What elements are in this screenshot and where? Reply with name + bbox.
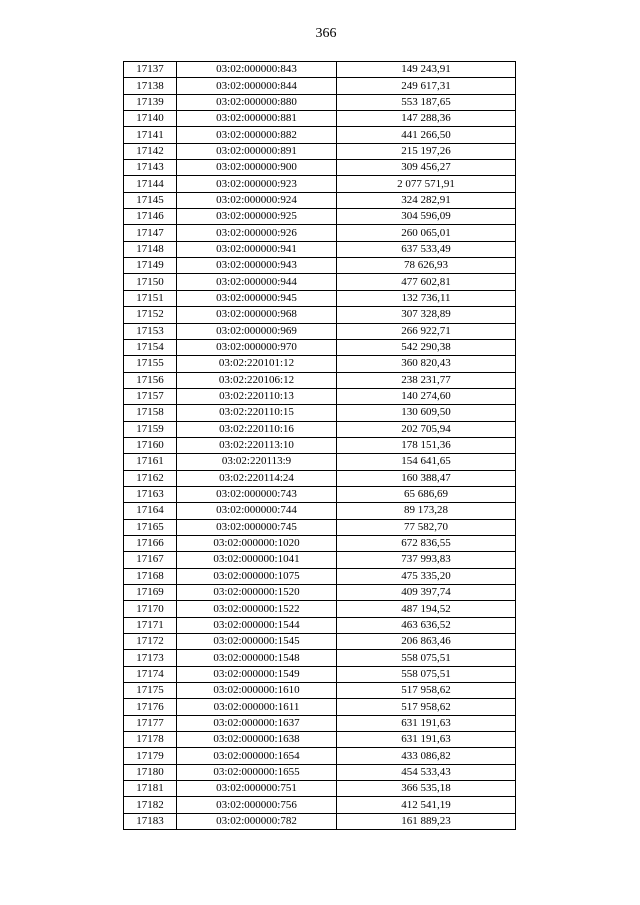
cadastral-number-cell: 03:02:000000:743 — [177, 486, 337, 502]
page-number: 366 — [315, 26, 337, 41]
table-row — [124, 160, 516, 176]
table-row — [124, 290, 516, 306]
cadastral-value-cell: 433 086,82 — [337, 748, 516, 764]
cadastral-value-cell: 631 191,63 — [337, 715, 516, 731]
row-number-cell: 17144 — [124, 176, 177, 192]
cadastral-value-cell: 412 541,19 — [337, 797, 516, 813]
cadastral-number-cell: 03:02:000000:891 — [177, 143, 337, 159]
row-number-cell: 17151 — [124, 290, 177, 306]
cadastral-number-cell: 03:02:000000:968 — [177, 307, 337, 323]
cadastral-value-cell: 475 335,20 — [337, 568, 516, 584]
cadastral-number-cell: 03:02:000000:881 — [177, 111, 337, 127]
cadastral-number-cell: 03:02:000000:970 — [177, 339, 337, 355]
cadastral-number-cell: 03:02:220106:12 — [177, 372, 337, 388]
cadastral-value-cell: 202 705,94 — [337, 421, 516, 437]
row-number-cell: 17146 — [124, 209, 177, 225]
table-row — [124, 143, 516, 159]
row-number-cell: 17139 — [124, 94, 177, 110]
row-number-cell: 17160 — [124, 437, 177, 453]
table-row — [124, 356, 516, 372]
table-row — [124, 748, 516, 764]
cadastral-value-cell: 132 736,11 — [337, 290, 516, 306]
row-number-cell: 17155 — [124, 356, 177, 372]
cadastral-value-cell: 309 456,27 — [337, 160, 516, 176]
cadastral-number-cell: 03:02:000000:1522 — [177, 601, 337, 617]
cadastral-number-cell: 03:02:000000:1041 — [177, 552, 337, 568]
cadastral-value-cell: 266 922,71 — [337, 323, 516, 339]
cadastral-value-cell: 558 075,51 — [337, 650, 516, 666]
row-number-cell: 17164 — [124, 503, 177, 519]
row-number-cell: 17153 — [124, 323, 177, 339]
row-number-cell: 17149 — [124, 258, 177, 274]
cadastral-value-cell: 553 187,65 — [337, 94, 516, 110]
cadastral-number-cell: 03:02:220110:16 — [177, 421, 337, 437]
cadastral-number-cell: 03:02:000000:745 — [177, 519, 337, 535]
cadastral-number-cell: 03:02:220113:10 — [177, 437, 337, 453]
cadastral-number-cell: 03:02:000000:1610 — [177, 683, 337, 699]
table-row — [124, 372, 516, 388]
table-row — [124, 241, 516, 257]
row-number-cell: 17167 — [124, 552, 177, 568]
table-row — [124, 421, 516, 437]
row-number-cell: 17162 — [124, 470, 177, 486]
table-row — [124, 617, 516, 633]
cadastral-number-cell: 03:02:000000:941 — [177, 241, 337, 257]
cadastral-number-cell: 03:02:220113:9 — [177, 454, 337, 470]
table-row — [124, 405, 516, 421]
table-row — [124, 650, 516, 666]
cadastral-value-cell: 454 533,43 — [337, 764, 516, 780]
row-number-cell: 17163 — [124, 486, 177, 502]
cadastral-value-cell: 360 820,43 — [337, 356, 516, 372]
cadastral-value-cell: 154 641,65 — [337, 454, 516, 470]
row-number-cell: 17161 — [124, 454, 177, 470]
cadastral-number-cell: 03:02:000000:900 — [177, 160, 337, 176]
table-row — [124, 274, 516, 290]
cadastral-number-cell: 03:02:000000:944 — [177, 274, 337, 290]
row-number-cell: 17168 — [124, 568, 177, 584]
cadastral-number-cell: 03:02:000000:1611 — [177, 699, 337, 715]
cadastral-value-cell: 487 194,52 — [337, 601, 516, 617]
cadastral-value-cell: 307 328,89 — [337, 307, 516, 323]
cadastral-value-cell: 178 151,36 — [337, 437, 516, 453]
cadastral-value-cell: 542 290,38 — [337, 339, 516, 355]
table-row — [124, 94, 516, 110]
cadastral-value-cell: 260 065,01 — [337, 225, 516, 241]
cadastral-value-cell: 249 617,31 — [337, 78, 516, 94]
row-number-cell: 17157 — [124, 388, 177, 404]
table-row — [124, 225, 516, 241]
row-number-cell: 17169 — [124, 585, 177, 601]
table-row — [124, 307, 516, 323]
table-body — [124, 62, 516, 830]
cadastral-number-cell: 03:02:220101:12 — [177, 356, 337, 372]
table-row — [124, 699, 516, 715]
cadastral-value-cell: 65 686,69 — [337, 486, 516, 502]
cadastral-number-cell: 03:02:000000:926 — [177, 225, 337, 241]
table-row — [124, 519, 516, 535]
row-number-cell: 17140 — [124, 111, 177, 127]
row-number-cell: 17175 — [124, 683, 177, 699]
row-number-cell: 17147 — [124, 225, 177, 241]
table-row — [124, 813, 516, 829]
cadastral-value-table — [123, 61, 516, 830]
row-number-cell: 17182 — [124, 797, 177, 813]
table-row — [124, 715, 516, 731]
cadastral-value-cell: 238 231,77 — [337, 372, 516, 388]
cadastral-number-cell: 03:02:000000:925 — [177, 209, 337, 225]
table-row — [124, 634, 516, 650]
cadastral-number-cell: 03:02:000000:923 — [177, 176, 337, 192]
row-number-cell: 17174 — [124, 666, 177, 682]
cadastral-value-cell: 161 889,23 — [337, 813, 516, 829]
table-row — [124, 503, 516, 519]
row-number-cell: 17159 — [124, 421, 177, 437]
row-number-cell: 17158 — [124, 405, 177, 421]
table-row — [124, 781, 516, 797]
row-number-cell: 17156 — [124, 372, 177, 388]
cadastral-value-cell: 160 388,47 — [337, 470, 516, 486]
cadastral-number-cell: 03:02:000000:1654 — [177, 748, 337, 764]
cadastral-value-cell: 409 397,74 — [337, 585, 516, 601]
row-number-cell: 17170 — [124, 601, 177, 617]
row-number-cell: 17176 — [124, 699, 177, 715]
table-row — [124, 258, 516, 274]
cadastral-value-cell: 147 288,36 — [337, 111, 516, 127]
row-number-cell: 17171 — [124, 617, 177, 633]
cadastral-value-cell: 517 958,62 — [337, 683, 516, 699]
table-row — [124, 568, 516, 584]
row-number-cell: 17180 — [124, 764, 177, 780]
cadastral-value-cell: 477 602,81 — [337, 274, 516, 290]
cadastral-number-cell: 03:02:000000:751 — [177, 781, 337, 797]
cadastral-value-cell: 77 582,70 — [337, 519, 516, 535]
table-row — [124, 192, 516, 208]
cadastral-number-cell: 03:02:000000:1520 — [177, 585, 337, 601]
table-row — [124, 127, 516, 143]
table-row — [124, 601, 516, 617]
row-number-cell: 17173 — [124, 650, 177, 666]
cadastral-number-cell: 03:02:000000:756 — [177, 797, 337, 813]
cadastral-number-cell: 03:02:000000:1638 — [177, 732, 337, 748]
table-row — [124, 470, 516, 486]
row-number-cell: 17141 — [124, 127, 177, 143]
cadastral-value-cell: 672 836,55 — [337, 535, 516, 551]
cadastral-value-cell: 441 266,50 — [337, 127, 516, 143]
table-row — [124, 666, 516, 682]
cadastral-value-cell: 78 626,93 — [337, 258, 516, 274]
cadastral-number-cell: 03:02:000000:1637 — [177, 715, 337, 731]
cadastral-number-cell: 03:02:000000:1545 — [177, 634, 337, 650]
cadastral-number-cell: 03:02:000000:1544 — [177, 617, 337, 633]
table-row — [124, 764, 516, 780]
cadastral-value-cell: 631 191,63 — [337, 732, 516, 748]
table-row — [124, 437, 516, 453]
table-row — [124, 78, 516, 94]
table-row — [124, 797, 516, 813]
table-row — [124, 552, 516, 568]
cadastral-number-cell: 03:02:220110:13 — [177, 388, 337, 404]
cadastral-value-cell: 89 173,28 — [337, 503, 516, 519]
cadastral-value-cell: 2 077 571,91 — [337, 176, 516, 192]
table-row — [124, 176, 516, 192]
table-row — [124, 209, 516, 225]
table-row — [124, 535, 516, 551]
row-number-cell: 17145 — [124, 192, 177, 208]
row-number-cell: 17137 — [124, 62, 177, 78]
cadastral-number-cell: 03:02:000000:843 — [177, 62, 337, 78]
cadastral-value-cell: 130 609,50 — [337, 405, 516, 421]
cadastral-value-cell: 463 636,52 — [337, 617, 516, 633]
table-row — [124, 585, 516, 601]
cadastral-number-cell: 03:02:000000:1655 — [177, 764, 337, 780]
table-row — [124, 454, 516, 470]
cadastral-number-cell: 03:02:000000:1075 — [177, 568, 337, 584]
cadastral-value-cell: 140 274,60 — [337, 388, 516, 404]
row-number-cell: 17148 — [124, 241, 177, 257]
cadastral-value-cell: 149 243,91 — [337, 62, 516, 78]
table-row — [124, 323, 516, 339]
table-row — [124, 683, 516, 699]
cadastral-number-cell: 03:02:000000:844 — [177, 78, 337, 94]
cadastral-number-cell: 03:02:000000:880 — [177, 94, 337, 110]
cadastral-number-cell: 03:02:220110:15 — [177, 405, 337, 421]
row-number-cell: 17138 — [124, 78, 177, 94]
row-number-cell: 17142 — [124, 143, 177, 159]
cadastral-value-cell: 206 863,46 — [337, 634, 516, 650]
row-number-cell: 17143 — [124, 160, 177, 176]
cadastral-number-cell: 03:02:000000:1549 — [177, 666, 337, 682]
table-row — [124, 62, 516, 78]
row-number-cell: 17179 — [124, 748, 177, 764]
cadastral-value-cell: 215 197,26 — [337, 143, 516, 159]
cadastral-value-cell: 366 535,18 — [337, 781, 516, 797]
cadastral-number-cell: 03:02:000000:1548 — [177, 650, 337, 666]
row-number-cell: 17154 — [124, 339, 177, 355]
row-number-cell: 17166 — [124, 535, 177, 551]
table-row — [124, 388, 516, 404]
cadastral-number-cell: 03:02:000000:882 — [177, 127, 337, 143]
cadastral-number-cell: 03:02:000000:969 — [177, 323, 337, 339]
table-row — [124, 339, 516, 355]
table-row — [124, 486, 516, 502]
cadastral-value-cell: 737 993,83 — [337, 552, 516, 568]
cadastral-number-cell: 03:02:220114:24 — [177, 470, 337, 486]
row-number-cell: 17150 — [124, 274, 177, 290]
table-row — [124, 111, 516, 127]
cadastral-value-cell: 558 075,51 — [337, 666, 516, 682]
table-row — [124, 732, 516, 748]
row-number-cell: 17152 — [124, 307, 177, 323]
cadastral-value-cell: 304 596,09 — [337, 209, 516, 225]
cadastral-number-cell: 03:02:000000:943 — [177, 258, 337, 274]
cadastral-number-cell: 03:02:000000:782 — [177, 813, 337, 829]
row-number-cell: 17181 — [124, 781, 177, 797]
cadastral-value-cell: 637 533,49 — [337, 241, 516, 257]
cadastral-number-cell: 03:02:000000:744 — [177, 503, 337, 519]
cadastral-value-cell: 324 282,91 — [337, 192, 516, 208]
cadastral-number-cell: 03:02:000000:1020 — [177, 535, 337, 551]
row-number-cell: 17178 — [124, 732, 177, 748]
row-number-cell: 17177 — [124, 715, 177, 731]
cadastral-value-cell: 517 958,62 — [337, 699, 516, 715]
row-number-cell: 17165 — [124, 519, 177, 535]
cadastral-number-cell: 03:02:000000:945 — [177, 290, 337, 306]
row-number-cell: 17183 — [124, 813, 177, 829]
cadastral-number-cell: 03:02:000000:924 — [177, 192, 337, 208]
row-number-cell: 17172 — [124, 634, 177, 650]
